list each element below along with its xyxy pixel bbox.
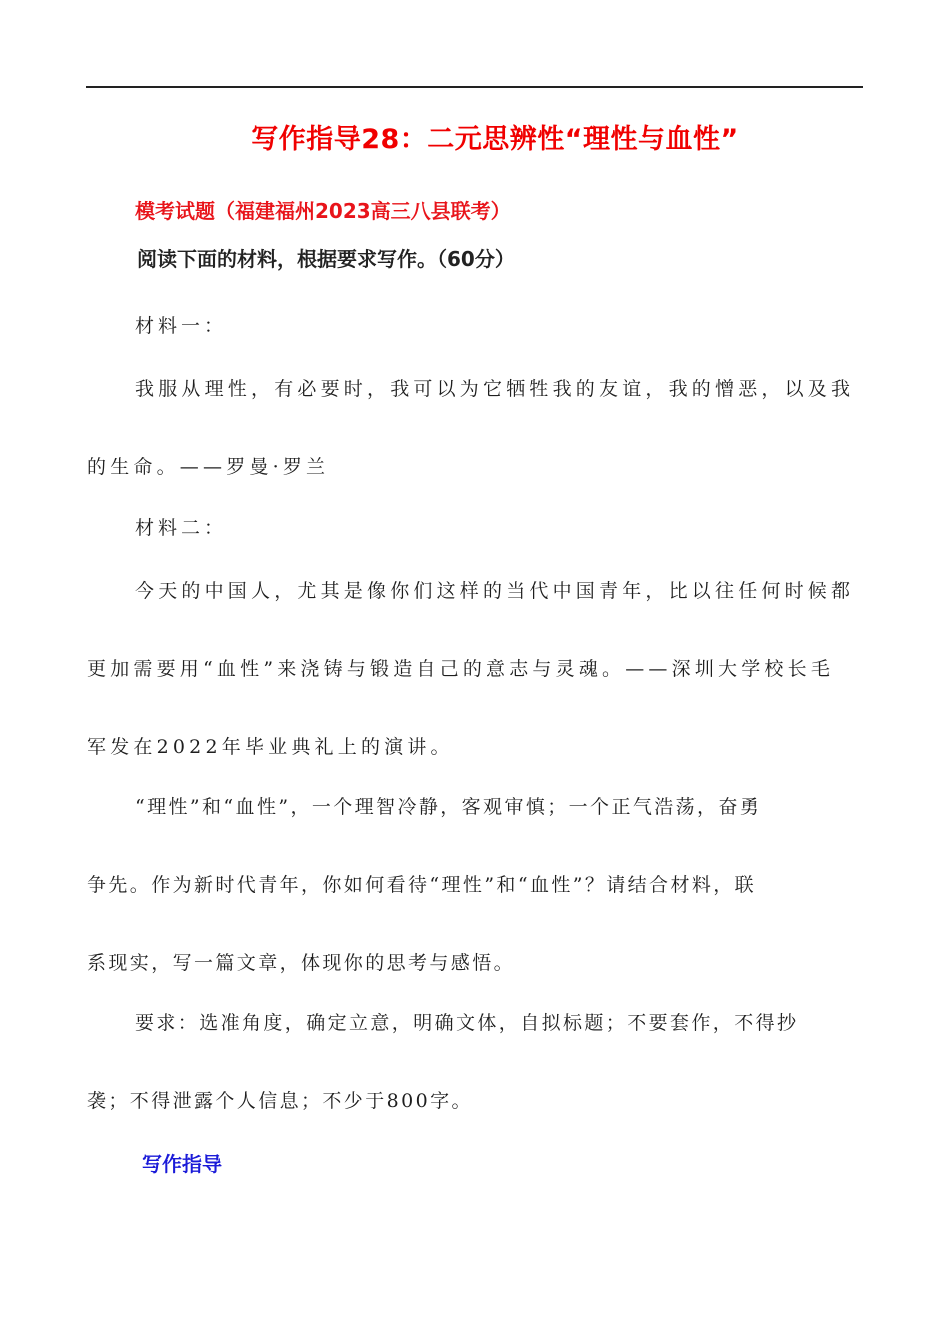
header-rule [86, 86, 863, 88]
material-two-line-3: 军发在2022年毕业典礼上的演讲。 [87, 736, 454, 758]
requirements-line-2: 袭；不得泄露个人信息；不少于800字。 [87, 1090, 473, 1112]
prompt-line-3: 系现实，写一篇文章，体现你的思考与感悟。 [87, 952, 516, 974]
requirements-paragraph [87, 984, 863, 1140]
instruction-text: 阅读下面的材料，根据要求写作。（60分） [137, 247, 515, 271]
material-two-paragraph [87, 552, 863, 786]
material-one-line-1: 我服从理性，有必要时，我可以为它牺牲我的友谊，我的憎恶，以及我 [135, 378, 855, 400]
exam-heading: 模考试题（福建福州2023高三八县联考） [135, 199, 511, 223]
writing-guide-heading: 写作指导 [142, 1152, 222, 1176]
material-one-line-2: 的生命。——罗曼·罗兰 [87, 456, 330, 478]
material-two-line-1: 今天的中国人，尤其是像你们这样的当代中国青年，比以往任何时候都 [135, 580, 855, 602]
prompt-line-2: 争先。作为新时代青年，你如何看待“理性”和“血性”？请结合材料，联 [87, 874, 757, 896]
material-one-label: 材料一： [135, 315, 228, 337]
prompt-line-1: “理性”和“血性”，一个理智冷静，客观审慎；一个正气浩荡，奋勇 [135, 796, 762, 818]
material-two-label: 材料二： [135, 517, 228, 539]
material-two-line-2: 更加需要用“血性”来浇铸与锻造自己的意志与灵魂。——深圳大学校长毛 [87, 658, 835, 680]
document-title: 写作指导28：二元思辨性“理性与血性” [251, 124, 739, 155]
prompt-paragraph [87, 768, 863, 1002]
material-one-paragraph [87, 350, 863, 506]
requirements-line-1: 要求：选准角度，确定立意，明确文体，自拟标题；不要套作，不得抄 [135, 1012, 799, 1034]
